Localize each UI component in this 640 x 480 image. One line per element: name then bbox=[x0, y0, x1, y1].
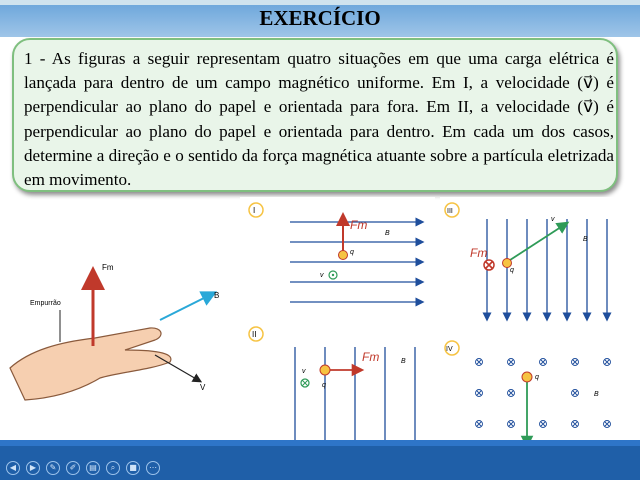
figure-label: I bbox=[253, 206, 256, 215]
force-handwritten-label: Fm bbox=[350, 218, 368, 232]
next-icon[interactable]: ▶ bbox=[26, 461, 40, 475]
v-arrow bbox=[155, 355, 198, 380]
charge-q bbox=[522, 372, 532, 382]
hand-shape bbox=[10, 328, 171, 400]
figure-label: II bbox=[252, 330, 257, 339]
push-label: Empurrão bbox=[30, 300, 61, 307]
right-hand-rule-figure bbox=[0, 250, 235, 420]
field-label: B bbox=[401, 358, 406, 365]
velocity-label: v bbox=[551, 216, 555, 223]
velocity-label: v bbox=[320, 272, 324, 279]
zoom-icon[interactable]: ⌕ bbox=[106, 461, 120, 475]
force-handwritten-label: Fm bbox=[362, 350, 380, 364]
field-label: B bbox=[594, 391, 599, 398]
velocity-dot bbox=[332, 274, 334, 276]
force-handwritten-label: Fm bbox=[470, 246, 488, 260]
pen-icon[interactable]: ✎ bbox=[46, 461, 60, 475]
figure-label-badge bbox=[249, 203, 263, 217]
b-label: B bbox=[214, 291, 220, 300]
field-label: B bbox=[583, 236, 588, 243]
charge-label: q bbox=[510, 267, 514, 274]
fm-label: Fm bbox=[102, 263, 114, 272]
b-arrow bbox=[160, 295, 210, 320]
highlighter-icon[interactable]: ▤ bbox=[86, 461, 100, 475]
velocity-label: v bbox=[302, 368, 306, 375]
figure-III bbox=[440, 197, 620, 325]
field-label: B bbox=[385, 230, 390, 237]
camera-icon[interactable]: ■ bbox=[126, 461, 140, 475]
figure-label: III bbox=[447, 208, 453, 215]
charge-label: q bbox=[322, 382, 326, 389]
question-text: 1 - As figuras a seguir representam quatro situações em que uma carga elétrica é lançada para dentro de um campo magnético uniforme. Em I, a velocidade (v⃗) é perpendicular ao plano do papel e orientada para fora. Em II, a velocidade (v⃗) é perpendicular ao plano do papel e orientada para dentro. Em cada um dos casos, determine a direção e o sentido da força magnética atuante sobre a partícula eletrizada em movimento. bbox=[24, 49, 614, 190]
more-icon[interactable]: ⋯ bbox=[146, 461, 160, 475]
velocity-arrow bbox=[507, 225, 564, 262]
slide-title: EXERCÍCIO bbox=[259, 6, 381, 30]
charge-label: q bbox=[350, 249, 354, 256]
figure-label: IV bbox=[446, 346, 453, 353]
v-label: V bbox=[200, 383, 206, 392]
prev-icon[interactable]: ◀ bbox=[6, 461, 20, 475]
pen-edit-icon[interactable]: ✐ bbox=[66, 461, 80, 475]
figure-I bbox=[240, 197, 435, 325]
charge-q bbox=[320, 365, 330, 375]
charge-label: q bbox=[535, 374, 539, 381]
charge-q bbox=[339, 251, 348, 260]
